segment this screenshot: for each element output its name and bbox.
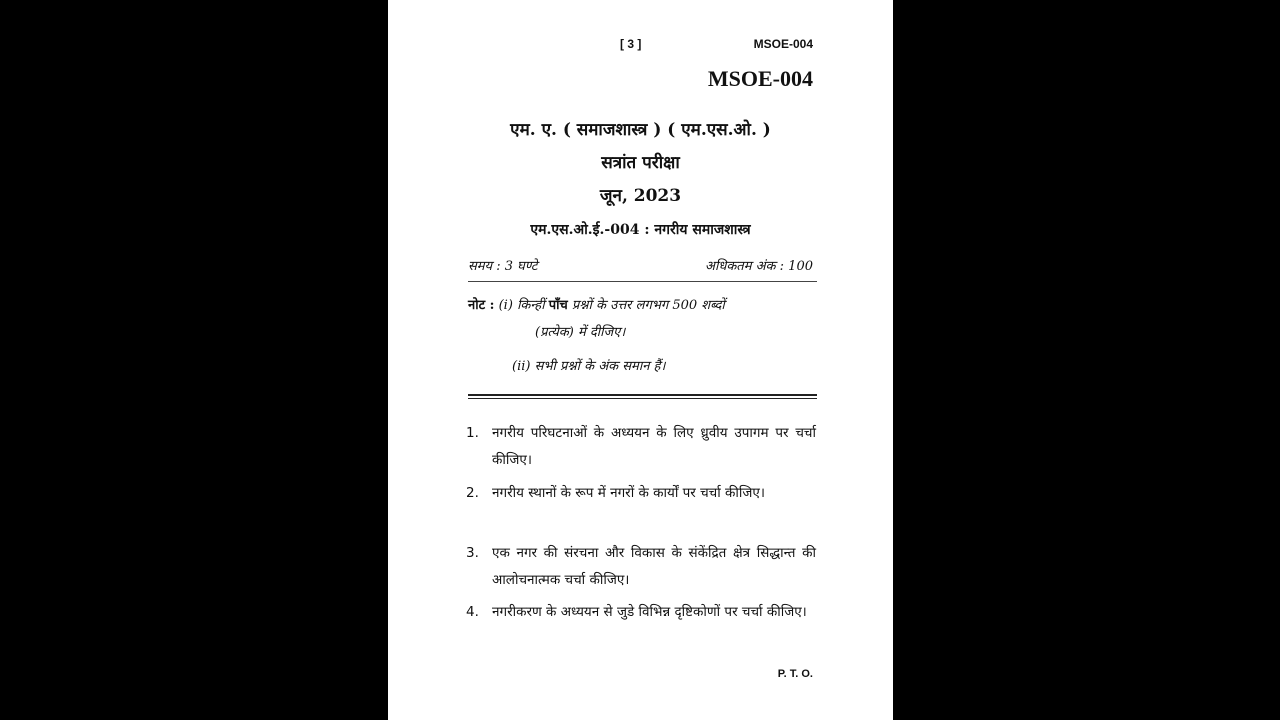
question-text: नगरीकरण के अध्ययन से जुडे विभिन्न दृष्टिकोणों पर चर्चा कीजिए। — [492, 604, 807, 620]
double-divider-bottom — [468, 398, 817, 399]
question-number: 4. — [466, 604, 479, 620]
header-code: MSOE-004 — [753, 37, 813, 51]
exam-title: सत्रांत परीक्षा — [601, 153, 680, 173]
note-i-number: (i) — [498, 298, 513, 313]
exam-date: जून, 2023 — [599, 186, 682, 206]
maximum-marks: अधिकतम अंक : 100 — [705, 259, 813, 274]
question-3 — [466, 540, 816, 594]
question-number: 3. — [466, 545, 479, 561]
document-page — [388, 0, 893, 720]
question-text: नगरीय स्थानों के रूप में नगरों के कार्यों पर चर्चा कीजिए। — [492, 485, 766, 501]
note-ii: (ii) सभी प्रश्नों के अंक समान हैं। — [512, 359, 666, 374]
please-turn-over: P. T. O. — [777, 668, 813, 680]
question-number: 2. — [466, 485, 479, 501]
course-code: MSOE-004 — [707, 66, 813, 91]
question-number: 1. — [466, 425, 479, 441]
note-i-post: प्रश्नों के उत्तर लगभग 500 शब्दों — [571, 298, 725, 313]
question-text: नगरीय परिघटनाओं के अध्ययन के लिए ध्रुवीय उपागम पर चर्चा कीजिए। — [492, 425, 816, 468]
double-divider-top — [468, 394, 817, 396]
note-i-pre: किन्हीं — [517, 298, 545, 313]
question-1 — [466, 420, 816, 474]
degree-title: एम. ए. ( समाजशास्त्र ) ( एम.एस.ओ. ) — [510, 120, 771, 140]
time-allowed: समय : 3 घण्टे — [468, 259, 538, 274]
note-label: नोट : — [468, 298, 495, 313]
note-i-bold: पाँच — [548, 298, 568, 313]
question-text: एक नगर की संरचना और विकास के संकेंद्रित क्षेत्र सिद्धान्त की आलोचनात्मक चर्चा कीजिए। — [492, 545, 816, 588]
question-2 — [466, 480, 816, 507]
page-number: [ 3 ] — [620, 37, 642, 51]
course-title: एम.एस.ओ.ई.-004 : नगरीय समाजशास्त्र — [530, 222, 751, 238]
note-line-2: (प्रत्येक) में दीजिए। — [535, 325, 626, 340]
note-line-1 — [468, 295, 725, 313]
question-4 — [466, 599, 816, 626]
divider — [468, 281, 817, 282]
